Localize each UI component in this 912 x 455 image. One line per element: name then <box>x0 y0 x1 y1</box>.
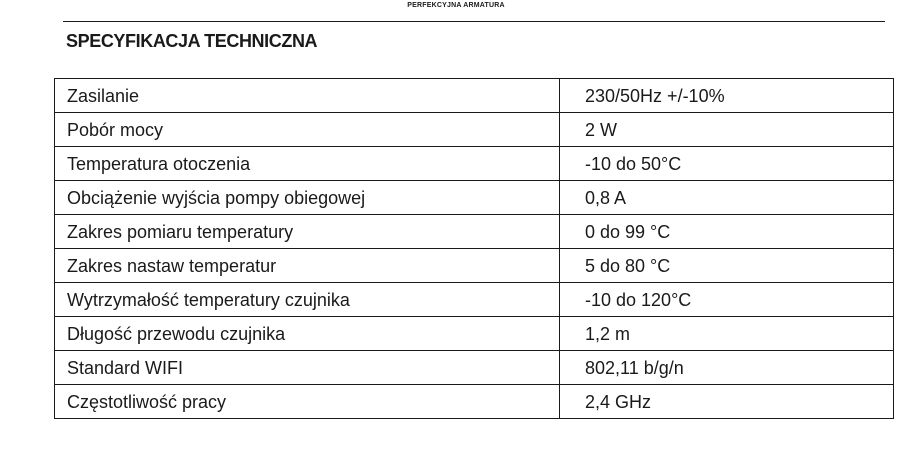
spec-table <box>54 78 894 419</box>
spec-value: 0 do 99 °C <box>560 215 894 249</box>
spec-value: 230/50Hz +/-10% <box>560 79 894 113</box>
spec-label: Wytrzymałość temperatury czujnika <box>55 283 560 317</box>
spec-value: 2,4 GHz <box>560 385 894 419</box>
spec-value: -10 do 120°C <box>560 283 894 317</box>
spec-label: Temperatura otoczenia <box>55 147 560 181</box>
spec-row-operating-frequency <box>55 385 894 419</box>
spec-row-measurement-range <box>55 215 894 249</box>
spec-value: 0,8 A <box>560 181 894 215</box>
spec-row-setpoint-range <box>55 249 894 283</box>
spec-label: Zakres pomiaru temperatury <box>55 215 560 249</box>
spec-row-pump-output-load <box>55 181 894 215</box>
header-divider <box>63 21 885 22</box>
brand-header: PERFEKCYJNA ARMATURA <box>407 2 505 9</box>
spec-row-power-consumption <box>55 113 894 147</box>
spec-label: Zakres nastaw temperatur <box>55 249 560 283</box>
spec-row-sensor-cable-length <box>55 317 894 351</box>
spec-label: Pobór mocy <box>55 113 560 147</box>
spec-value: 802,11 b/g/n <box>560 351 894 385</box>
spec-row-sensor-temperature-tolerance <box>55 283 894 317</box>
spec-label: Zasilanie <box>55 79 560 113</box>
spec-label: Obciążenie wyjścia pompy obiegowej <box>55 181 560 215</box>
spec-value: 1,2 m <box>560 317 894 351</box>
section-title: SPECYFIKACJA TECHNICZNA <box>66 31 318 51</box>
spec-row-power-supply <box>55 79 894 113</box>
spec-label: Częstotliwość pracy <box>55 385 560 419</box>
spec-row-wifi-standard <box>55 351 894 385</box>
spec-value: 2 W <box>560 113 894 147</box>
spec-value: 5 do 80 °C <box>560 249 894 283</box>
spec-value: -10 do 50°C <box>560 147 894 181</box>
spec-label: Standard WIFI <box>55 351 560 385</box>
spec-label: Długość przewodu czujnika <box>55 317 560 351</box>
spec-row-ambient-temperature <box>55 147 894 181</box>
